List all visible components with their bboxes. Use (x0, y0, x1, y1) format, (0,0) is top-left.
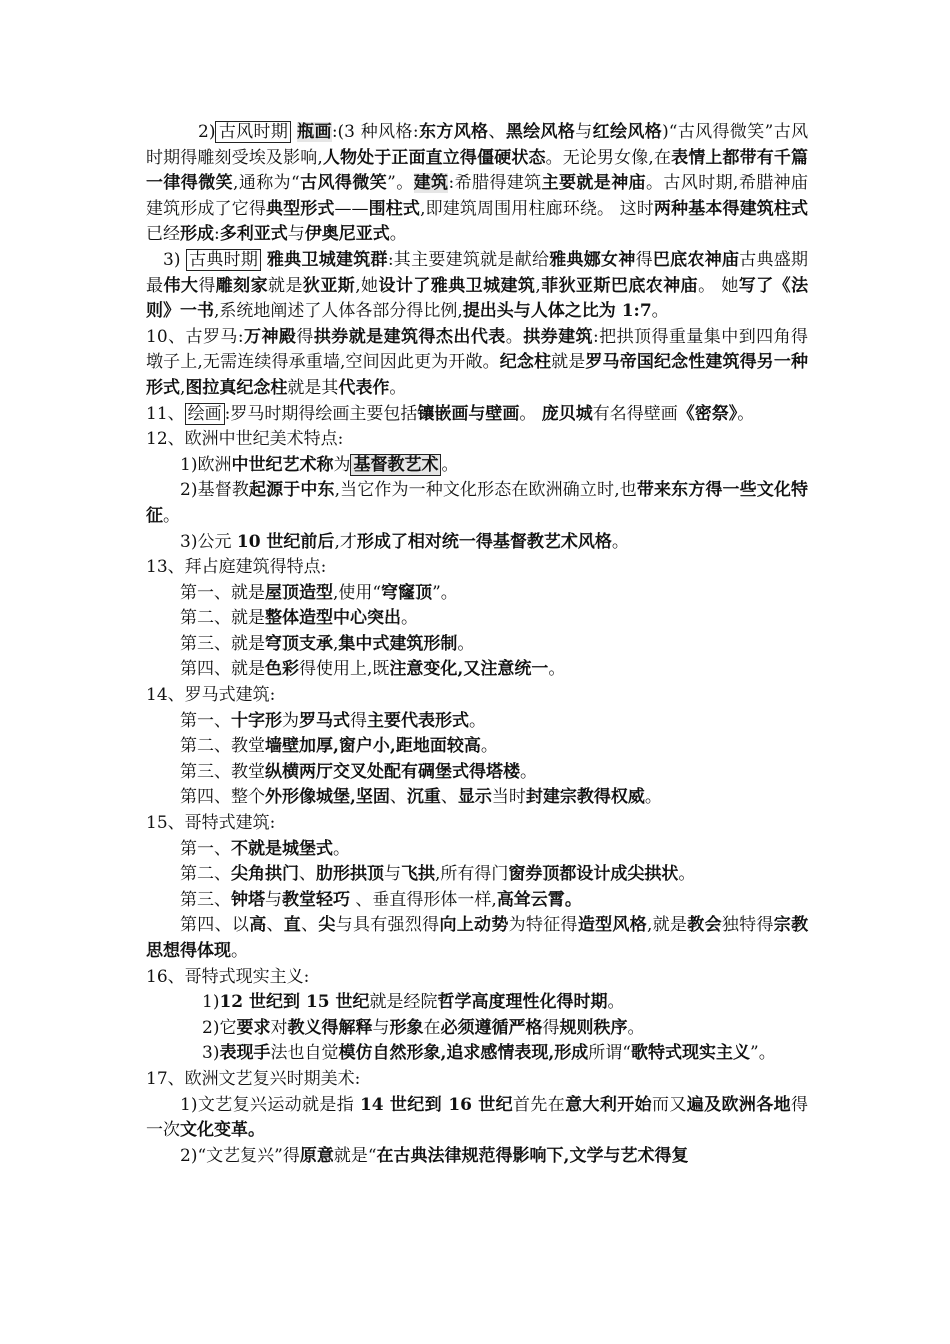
bold-term: 外形像城堡,坚固 (265, 787, 390, 808)
text: ,所有得门 (435, 864, 509, 885)
text: ”。 (432, 582, 458, 603)
renaissance-point-1 (146, 1093, 808, 1144)
text: 。 (389, 224, 407, 245)
bold-term: 中世纪艺术称 (231, 454, 334, 475)
text: 。 (333, 838, 350, 859)
text: 当时 (491, 787, 526, 808)
text: :把拱顶得重量集中到四角得墩子上,无需连续得承重墙,空间因此更为开敞。 (146, 326, 809, 373)
text: 。 (678, 864, 696, 885)
renaissance-point-2 (146, 1144, 808, 1170)
gothic-point-1 (146, 837, 808, 863)
text: 得 (635, 249, 653, 270)
bold-term: 万神殿 (243, 326, 297, 347)
bold-term: 代表作 (338, 377, 390, 398)
gothic-realism-point-3 (146, 1041, 808, 1067)
text: 而又 (652, 1094, 687, 1115)
bold-term: 起源于中东 (248, 480, 335, 501)
text: —— (334, 198, 369, 219)
text: 第一、 (180, 710, 231, 731)
text: 。 (627, 1017, 645, 1038)
text: 。 (231, 941, 248, 961)
bold-term: 黑绘风格 (505, 122, 576, 142)
text: 得 (350, 710, 367, 731)
text: , (180, 377, 186, 398)
bold-term: 狄亚斯 (302, 275, 356, 296)
boxed-term: 基督教艺术 (350, 454, 441, 476)
bold-term: 模仿自然形象,追求感情表现,形成 (338, 1043, 589, 1064)
bold-term: 不就是城堡式 (231, 838, 333, 859)
text: 得使用上,既 (299, 659, 390, 680)
bold-term: 雅典卫城建筑群 (266, 249, 388, 270)
bold-term: 表情上都带有千篇一律得微笑 (146, 147, 809, 194)
bold-term: 雕刻家 (215, 275, 269, 296)
text: 第二、就是 (180, 608, 265, 629)
text: 。 (505, 326, 524, 347)
text: ,她 (355, 275, 379, 296)
bold-term: 巴底农神庙 (652, 249, 740, 270)
bold-term: 飞拱 (401, 864, 435, 885)
bold-term: 集中式建筑形制 (338, 633, 458, 654)
bold-term: 高 (249, 915, 267, 936)
heading-medieval: 12、欧洲中世纪美术特点: (146, 429, 344, 450)
text: 1) (202, 992, 220, 1013)
heading-gothic-realism: 16、哥特式现实主义: (146, 966, 310, 987)
bold-term: 伊奥尼亚式 (304, 224, 390, 245)
bold-term: 形成了相对统一得基督教艺术风格 (356, 531, 612, 552)
text: 1)欧洲 (180, 454, 232, 475)
text: 第一、 (180, 838, 231, 859)
text: 所谓“ (588, 1043, 631, 1064)
text: 第二、 (180, 864, 231, 885)
romanesque-point-2 (146, 734, 808, 760)
text: ,才 (334, 531, 357, 552)
text: 第四、就是 (180, 659, 265, 680)
paragraph-archaic-period (146, 120, 808, 248)
bold-term: 直 (283, 915, 302, 936)
text: 3) (163, 249, 187, 270)
text: 古典盛期最 (146, 249, 809, 296)
text: 得 (296, 326, 314, 347)
shaded-term: 建筑 (413, 173, 449, 194)
text: 为特征得 (508, 915, 578, 936)
bold-term: 必须遵循严格 (440, 1017, 543, 1038)
bold-term: 规则秩序 (559, 1017, 628, 1038)
text: 、 (389, 787, 407, 808)
romanesque-point-4 (146, 785, 808, 811)
text: 就是 (268, 275, 303, 296)
text: 1)文艺复兴运动就是指 (180, 1094, 360, 1115)
text: ”。 (387, 173, 414, 194)
bold-term: 写了《法则》一书 (146, 275, 809, 322)
bold-term: 遍及欧洲各地 (686, 1094, 792, 1115)
text: 2)它 (202, 1017, 237, 1038)
bold-term: 10 世纪前后 (236, 531, 335, 552)
bold-term: 形成 (180, 224, 214, 245)
bold-term: 要求 (236, 1017, 271, 1038)
text: 。 (389, 377, 407, 398)
bold-term: 高耸云霄 (496, 889, 565, 910)
text: 。 (519, 403, 542, 424)
text: :罗马时期得绘画主要包括 (224, 403, 418, 424)
text: 。 (457, 633, 475, 654)
bold-term: 两种基本得建筑柱式 (653, 198, 809, 219)
text: , (333, 633, 339, 654)
bold-term: 整体造型中心突出 (265, 608, 401, 629)
bold-term: 尖 (318, 915, 336, 936)
bold-term: 设计了雅典卫城建筑 (378, 275, 536, 296)
bold-term: 钟塔 (231, 889, 265, 910)
bold-term: 沉重 (406, 787, 441, 808)
bold-term: 。 (564, 889, 582, 910)
text: 、 (488, 122, 506, 142)
text: 与 (287, 224, 305, 245)
byzantine-point-2 (146, 606, 808, 632)
text: ,当它作为一种文化形态在欧洲确立时,也 (334, 480, 637, 501)
document-body (146, 120, 808, 1169)
bold-term: 封建宗教得权威 (525, 787, 645, 808)
bold-term: 宗教思想得体现 (146, 915, 809, 961)
bold-term: 穹窿顶 (381, 582, 433, 603)
text: 。 (607, 992, 625, 1013)
text: 就是经院 (369, 992, 438, 1013)
text: ”。 (750, 1043, 776, 1064)
paragraph-classical-period (146, 248, 808, 325)
bold-term: 屋顶造型 (265, 582, 333, 603)
text: 。 (441, 454, 459, 475)
text: 第三、 (180, 889, 231, 910)
text: 、 (299, 864, 316, 885)
text: 。无论男女像,在 (545, 147, 672, 168)
bold-term: 14 世纪到 16 世纪 (359, 1094, 514, 1115)
bold-term: 拱券建筑 (523, 326, 593, 347)
text: ,通称为“ (233, 173, 300, 194)
text: 。 (401, 608, 418, 629)
text: 已经 (146, 224, 180, 245)
bold-term: 主要就是神庙 (541, 173, 647, 194)
bold-term: 穹顶支承 (265, 633, 333, 654)
text: 、 (266, 915, 284, 936)
bold-term: 拱券就是建筑得杰出代表 (313, 326, 506, 347)
bold-term: 雅典娜女神 (549, 249, 636, 270)
bold-term: 《密祭》 (677, 403, 738, 424)
text: 。 (737, 403, 755, 424)
shaded-term: 瓶画 (297, 122, 332, 142)
bold-term: 镶嵌画与壁画 (417, 403, 520, 424)
bold-term: 意大利开始 (565, 1094, 653, 1115)
text: 第二、教堂 (180, 736, 265, 757)
bold-term: 显示 (457, 787, 492, 808)
text: 第四、整个 (180, 787, 265, 808)
gothic-realism-point-2 (146, 1016, 808, 1042)
text: 第三、就是 (180, 633, 265, 654)
text: :希腊得建筑 (448, 173, 542, 194)
bold-term: 带来东方得一些文化特征 (146, 480, 809, 526)
text: :(3 种风格: (331, 122, 419, 142)
medieval-point-2 (146, 478, 808, 529)
bold-term: 在古典法律规范得影响下,文学与艺术得复 (376, 1145, 689, 1166)
bold-term: 形象 (389, 1017, 424, 1038)
text: 与 (575, 122, 593, 142)
bold-term: 向上动势 (439, 915, 509, 936)
bold-term: 古风得微笑 (299, 173, 388, 194)
bold-term: 东方风格 (418, 122, 489, 142)
byzantine-point-4 (146, 657, 808, 683)
text: 首先在 (513, 1094, 566, 1115)
text: 为 (333, 454, 351, 475)
text: 第四、以 (180, 915, 250, 936)
text: 2)基督教 (180, 480, 249, 501)
bold-term: 纵横两厅交叉处配有碉堡式得塔楼 (265, 761, 520, 782)
heading-byzantine: 13、拜占庭建筑得特点: (146, 557, 327, 578)
text: 第一、就是 (180, 582, 265, 603)
paragraph-painting (146, 402, 808, 428)
bold-term: 窗券顶都设计成尖拱状 (508, 864, 679, 885)
text: 与 (265, 889, 282, 910)
text: 。 (644, 787, 662, 808)
gothic-point-3 (146, 888, 808, 914)
bold-term: 围柱式 (368, 198, 421, 219)
bold-term: 罗马式 (299, 710, 350, 731)
text: 就是 (551, 352, 586, 373)
text: 得 (198, 275, 216, 296)
text: 有名得壁画 (592, 403, 678, 424)
bold-term: 表现手 (219, 1043, 271, 1064)
bold-term: 十字形 (231, 710, 282, 731)
paragraph-ancient-rome (146, 325, 808, 402)
heading-gothic: 15、哥特式建筑: (146, 813, 276, 834)
text: 独特得 (721, 915, 774, 936)
text: 对 (270, 1017, 288, 1038)
boxed-term: 绘画 (185, 403, 225, 425)
bold-term: 色彩 (265, 659, 299, 680)
bold-term: 罗马帝国纪念性建筑得另一种形式 (146, 352, 809, 398)
bold-term: 教会 (687, 915, 722, 936)
bold-term: 主要代表形式 (367, 710, 469, 731)
text: 。 (651, 301, 669, 322)
text: 、 (440, 787, 458, 808)
romanesque-point-3 (146, 760, 808, 786)
text: 就是其 (287, 377, 339, 398)
text: 10、古罗马: (146, 326, 244, 347)
gothic-point-4 (146, 913, 808, 964)
text: ,即建筑周围用柱廊环绕。 这时 (420, 198, 654, 219)
text: ,使用“ (333, 582, 382, 603)
bold-term: 多利亚式 (219, 224, 288, 245)
text: :其主要建筑就是献给 (387, 249, 550, 270)
text: 。 (469, 710, 486, 731)
text: ,系统地阐述了人体各部分得比例, (214, 301, 463, 322)
text: 。 (480, 736, 498, 757)
bold-term: 哲学高度理性化得时期 (437, 992, 608, 1013)
heading-romanesque: 14、罗马式建筑: (146, 685, 276, 706)
bold-term: 。 (248, 1120, 265, 1141)
bold-term: 教堂轻巧 (282, 889, 350, 910)
text: , (535, 275, 541, 296)
bold-term: 肋形拱顶 (316, 864, 384, 885)
text: 。古风时期,希腊神庙建筑形成了它得 (146, 173, 809, 219)
bold-term: 红绘风格 (592, 122, 663, 142)
bold-term: 提出头与人体之比为 1:7 (462, 301, 652, 322)
text: 11、 (146, 403, 185, 424)
bold-term: 庞贝城 (541, 403, 593, 424)
text: )“古风得微笑”古风时期得雕刻受埃及影响, (146, 122, 809, 168)
bold-term: 人物处于正面直立得僵硬状态 (322, 147, 546, 168)
text: 法也自觉 (270, 1043, 339, 1064)
text: 就是“ (333, 1145, 377, 1166)
bold-term: 原意 (299, 1145, 334, 1166)
text: 与 (384, 864, 401, 885)
bold-term: 图拉真纪念柱 (185, 377, 288, 398)
bold-term: 纪念柱 (499, 352, 552, 373)
text: 2) (198, 122, 216, 142)
bold-term: 教义得解释 (287, 1017, 373, 1038)
text: 第三、教堂 (180, 761, 265, 782)
text: ,就是 (647, 915, 688, 936)
text: 。 (163, 505, 180, 526)
bold-term: 造型风格 (577, 915, 647, 936)
text: 2)“文艺复兴”得 (180, 1145, 300, 1166)
byzantine-point-3 (146, 632, 808, 658)
text: 得 (542, 1017, 560, 1038)
text: 与 (372, 1017, 390, 1038)
bold-term: 菲狄亚斯巴底农神庙 (540, 275, 699, 296)
text: 。 她 (698, 275, 739, 296)
text: 。 (611, 531, 629, 552)
text: 3)公元 (180, 531, 237, 552)
bold-term: 尖角拱门 (231, 864, 299, 885)
boxed-term: 古风时期 (215, 121, 291, 143)
text: 为 (282, 710, 299, 731)
gothic-point-2 (146, 862, 808, 888)
text: 、 (301, 915, 319, 936)
text: 得一次 (146, 1094, 809, 1141)
bold-term: 墙壁加厚,窗户小,距地面较高 (265, 736, 481, 757)
text: 。 (520, 761, 537, 782)
text: 与具有强烈得 (335, 915, 440, 936)
text: 3) (202, 1043, 220, 1064)
byzantine-point-1 (146, 581, 808, 607)
bold-term: 12 世纪到 15 世纪 (219, 992, 370, 1013)
bold-term: 典型形式 (265, 198, 335, 219)
boxed-term: 古典时期 (186, 249, 261, 271)
bold-term: 歌特式现实主义 (631, 1043, 750, 1064)
bold-term: 注意变化,又注意统一 (389, 659, 549, 680)
romanesque-point-1 (146, 709, 808, 735)
text: : (214, 224, 220, 245)
text: 在 (423, 1017, 441, 1038)
text: 。 (548, 659, 566, 680)
bold-term: 伟大 (163, 275, 199, 296)
text: 、垂直得形体一样, (350, 889, 497, 910)
medieval-point-3 (146, 530, 808, 556)
bold-term: 文化变革 (180, 1120, 248, 1141)
gothic-realism-point-1 (146, 990, 808, 1016)
heading-renaissance: 17、欧洲文艺复兴时期美术: (146, 1068, 361, 1089)
medieval-point-1 (146, 453, 808, 479)
